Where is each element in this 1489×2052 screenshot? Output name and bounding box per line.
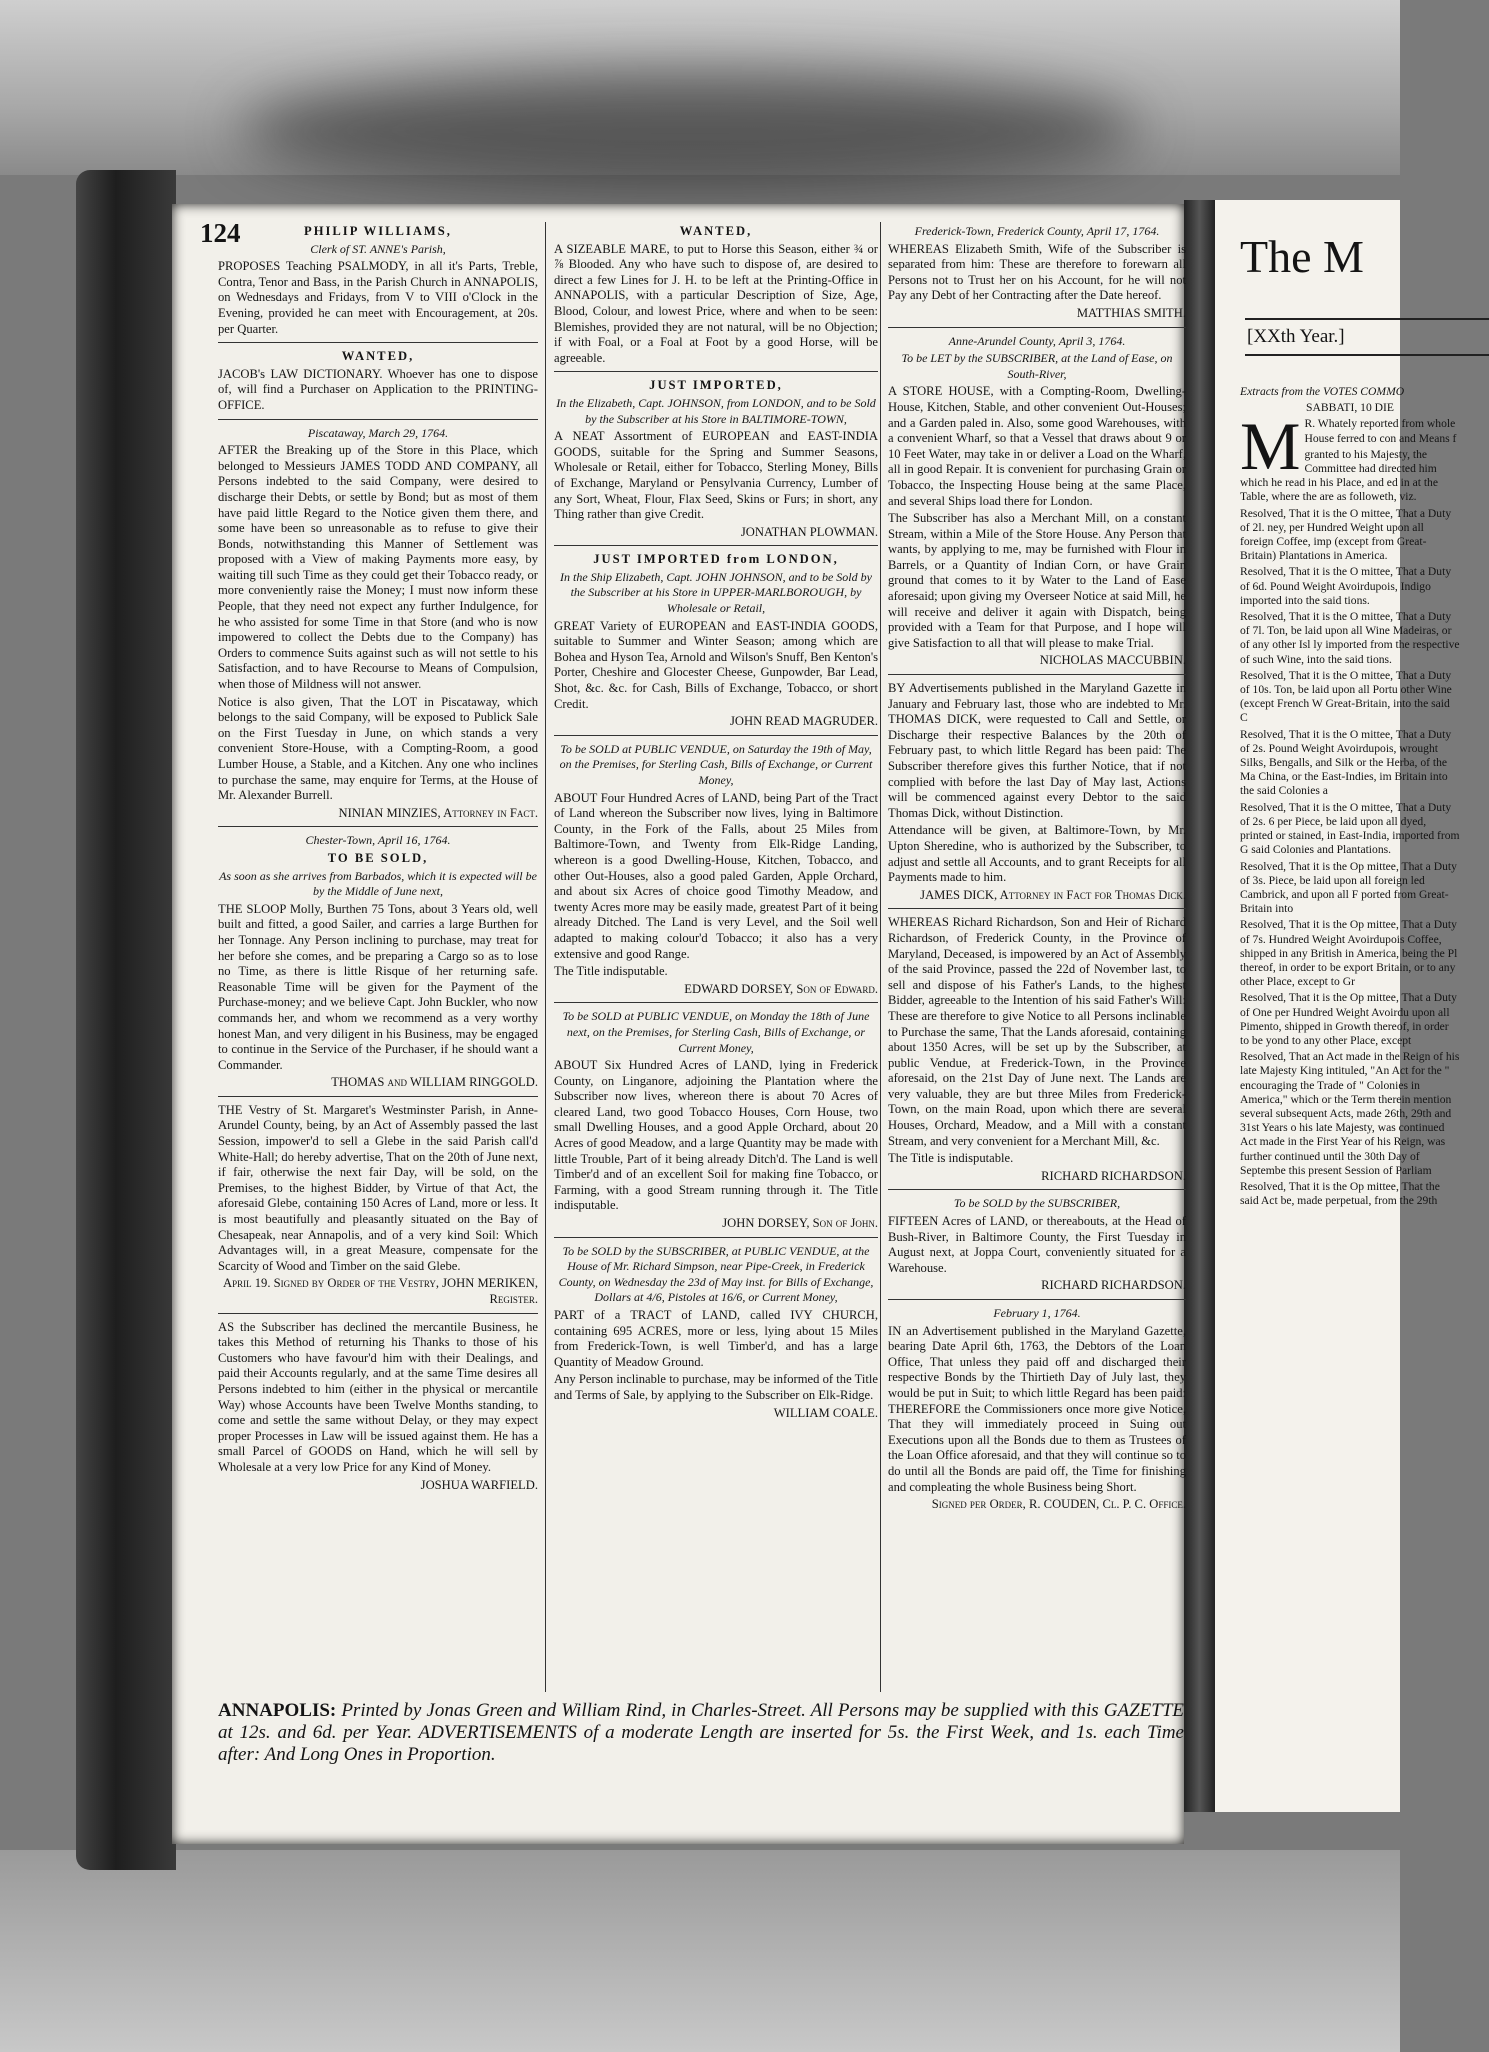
ad-heading: TO BE SOLD,: [327, 850, 429, 865]
extract-para: Resolved, That it is the O mittee, That a Duty of 6d. Pound Weight Avoirdupois, Indigo imported into the said tions.: [1240, 565, 1452, 607]
ad-body-2: Notice is also given, That the LOT in Piscataway, which belongs to the said Company, will be exposed to Publick Sale on the First Tuesday in June, on which stands a very convenient Store-House, with a Compting-Room, a good Lumber House, a Stable, and a Kitchen. Any one who inclines to purchase the same, may enquire for Terms, at the House of Mr. Alexander Burrell.: [218, 694, 538, 803]
ad-dateline: Anne-Arundel County, April 3, 1764.: [948, 333, 1126, 348]
ad-body: FIFTEEN Acres of LAND, or thereabouts, at the Head of Bush-River, in Baltimore County, the First Tuesday in August next, at Joppa Court, conveniently situated for a Warehouse.: [888, 1214, 1186, 1275]
ad-signature: THOMAS and WILLIAM RINGGOLD.: [331, 1075, 538, 1090]
ad-subheading: To be SOLD by the SUBSCRIBER, at PUBLIC VENDUE, at the House of Mr. Richard Simpson, near Pipe-Creek, in Frederick County, on Wednesday the 23d of May inst. for Bills of Exchange, Dollars at 4/6, Pistoles at 16/6, or Current Money,: [558, 1243, 874, 1305]
ad-richardson-lands: [888, 915, 1186, 1184]
ad-heading: JUST IMPORTED,: [649, 378, 783, 393]
ad-body-2: The Subscriber has also a Merchant Mill, on a constant Stream, within a Mile of the Store House. Any Person that wants, by applying to me, may be furnished with Flour in Barrels, or a Quantity of Indian Corn, or have Grain ground that comes to it by Water to the Land of Ease aforesaid; upon giving my Overseer Notice at said Mill, he will receive and deliver it again with Dispatch, being provided with a Team for that Purpose, and I hope will give Satisfaction to all that will please to make Trial.: [888, 511, 1186, 650]
ad-subheading: To be SOLD at PUBLIC VENDUE, on Saturday the 19th of May, on the Premises, for Sterling Cash, Bills of Exchange, or Current Money,: [559, 741, 873, 787]
ad-body: WHEREAS Richard Richardson, Son and Heir of Richard Richardson, of Frederick County, in the Province of Maryland, Deceased, is impowered by an Act of Assembly of the said Province, passed the 22d of November last, to sell and dispose of his Father's Lands, to the highest Bidder, agreeable to the Intention of his said Father's Will: These are therefore to give Notice to all Persons inclinable to Purchase the same, That the Lands aforesaid, containing about 1350 Acres, will be set up by the Subscriber, at public Vendue, at Frederick-Town, in the Province aforesaid, on the 21st Day of June next. The Lands are very valuable, they are but three Miles from Frederick-Town, on the main Road, upon which there are several Houses, Orchard, Meadow, and a Mill with a constant Stream, and very convenient for a Merchant Mill, &c.: [888, 915, 1186, 1148]
ad-heading: WANTED,: [679, 224, 753, 238]
ad-signature: NINIAN MINZIES, Attorney in Fact.: [338, 805, 538, 820]
page-gutter: [1184, 200, 1215, 1812]
ad-body: IN an Advertisement published in the Maryland Gazette, bearing Date April 6th, 1763, the Debtors of the Loan Office, That unless they paid off and discharged their respective Bonds by the Thirtieth Day of July last, they would be put in Suit; to which little Regard has been paid: THEREFORE the Commissioners once more give Notice, That they will immediately proceed in Suing out Executions upon all the Bonds due to them as Trustees of the Loan Office aforesaid, and that they will continue so to do until all the Bonds are paid off, the Time for finishing and compleating the whole Business being Short.: [888, 1323, 1186, 1494]
extract-para: Resolved, That it is the Op mittee, That a Duty of One per Hundred Weight Avoirdu upon all Pimento, shipped in Growth thereof, in order to be yond to any other Place, except: [1240, 991, 1457, 1047]
ad-body-2: The Title indisputable.: [554, 964, 668, 979]
ad-subheading: In the Ship Elizabeth, Capt. JOHN JOHNSON, and to be Sold by the Subscriber at his Store in UPPER-MARLBOROUGH, by Wholesale or Retail,: [560, 569, 872, 616]
ad-dateline: Piscataway, March 29, 1764.: [307, 425, 449, 440]
column-rule-2: [880, 222, 881, 1692]
extract-para: Resolved, That it is the O mittee, That a Duty of 2l. ney, per Hundred Weight upon all foreign Coffee, imp (except from Great-Britain) Plantations in America.: [1240, 506, 1452, 563]
divider: [218, 1313, 538, 1314]
ad-dateline: February 1, 1764.: [993, 1306, 1081, 1320]
ad-body-2: The Title is indisputable.: [888, 1151, 1014, 1166]
ad-matthias-smith: [888, 224, 1186, 322]
divider: [554, 1002, 878, 1003]
ad-law-dictionary: [218, 349, 538, 413]
ad-body: THE Vestry of St. Margaret's Westminster Parish, in Anne-Arundel County, being, by an Act of Assembly passed the last Session, impower'd to sell a Glebe in the said Parish call'd White-Hall; do hereby advertise, That on the 20th of June next, if fair, otherwise the next fair Day, will be sold, on the Premises, to the highest Bidder, by Virtue of that Act, the aforesaid Glebe, containing 150 Acres of Land, more or less. It is most beautifully and pleasantly situated on the Bay of Chesapeak, near Annapolis, and of a very kind Soil: Which Advantages will, in a great Measure, compensate for the Scarcity of Wood and Timber on the said Glebe.: [218, 1102, 538, 1273]
column-1: [218, 224, 538, 1498]
divider: [888, 1189, 1186, 1190]
ad-subheading: To be SOLD at PUBLIC VENDUE, on Monday the 18th of June next, on the Premises, for Sterling Cash, Bills of Exchange, or Current Money,: [562, 1009, 870, 1055]
ad-body: AS the Subscriber has declined the mercantile Business, he takes this Method of returning his Thanks to those of his Customers who have favour'd him with their Dealings, and paid their Accounts regularly, and at the same Time desires all Persons indebted to him (either in the physical or mercantile Way) whose Accounts have been Twelve Months standing, to come and settle the same without Delay, or they may expect proper Processes in Law will be issued against them. He has a small Parcel of GOODS on Hand, which he will sell by Wholesale at a very low Price for any Kind of Money.: [218, 1319, 538, 1474]
ad-signature: JONATHAN PLOWMAN.: [740, 524, 878, 539]
divider: [218, 1096, 538, 1097]
masthead-year: [XXth Year.]: [1245, 318, 1489, 356]
extract-para: Resolved, That an Act made in the Reign of his late Majesty King intituled, "An Act for the " encouraging the Trade of " Colonies in America," which or the Term therein mention several subsequent Acts, made 26th, 29th and 31st Years o his late Majesty, was continued Act made in the First Year of his Reign, was further continued until the 30th Day of Septembe this present Session of Parliam: [1240, 1050, 1460, 1177]
extract-para: Resolved, That it is the O mittee, That a Duty of 2s. 6 per Piece, be laid upon all dyed, printed or stained, in East-India, imported from G said Colonies and Plantations.: [1240, 800, 1460, 857]
ad-sloop-molly: [218, 833, 538, 1091]
ad-body-2: Any Person inclinable to purchase, may be informed of the Title and Terms of Sale, by applying to the Subscriber on Elk-Ridge.: [554, 1372, 878, 1402]
votes-extract: [1240, 385, 1460, 1210]
ad-todd-company: [218, 426, 538, 822]
extract-date: SABBATI, 10 DIE: [1306, 401, 1394, 415]
background-bottom: [0, 1850, 1400, 2052]
ad-subheading: As soon as she arrives from Barbados, which it is expected will be by the Middle of June next,: [219, 868, 537, 899]
extract-para: Resolved, That it is the Op mittee, That the said Act be, made perpetual, from the 29th: [1240, 1179, 1440, 1208]
ad-signature: RICHARD RICHARDSON.: [1041, 1168, 1186, 1183]
page-number: 124: [200, 218, 241, 248]
ad-plowman-goods: [554, 378, 878, 540]
ad-body: A STORE HOUSE, with a Compting-Room, Dwelling-House, Kitchen, Stable, and other convenient Out-Houses; and a Garden paled in. Also, some good Warehouses, with a convenient Wharf, so that a Vessel that draws about 9 or 10 Feet Water, may take in or deliver a Load on the Wharf, all in good Repair. It is convenient for purchasing Grain or Tobacco, the Inspecting House being at the same Place, and several Ships load there for London.: [888, 384, 1186, 508]
extract-para: R. Whately reported from whole House ferred to con and Means f: [1304, 417, 1457, 445]
column-rule-1: [545, 222, 546, 1692]
ad-dateline: Chester-Town, April 16, 1764.: [305, 833, 451, 848]
ad-subheading: To be LET by the SUBSCRIBER, at the Land of Ease, on South-River,: [901, 351, 1173, 381]
ad-signature: April 19. Signed by Order of the Vestry, JOHN MERIKEN, Register.: [223, 1276, 538, 1306]
ad-maccubbin-store: [888, 334, 1186, 669]
ad-signature: JOHN READ MAGRUDER.: [730, 714, 878, 729]
divider: [888, 908, 1186, 909]
extract-para: Resolved, That it is the Op mittee, That a Duty of 3s. Piece, be laid upon all foreign led Cambrick, and upon all F ported from Great-Britain into: [1240, 859, 1457, 916]
ad-heading: JUST IMPORTED from LONDON,: [593, 552, 839, 567]
divider: [888, 327, 1186, 328]
imprint-place: ANNAPOLIS:: [218, 1700, 337, 1721]
ad-body: GREAT Variety of EUROPEAN and EAST-INDIA GOODS, suitable to Summer and Winter Season; among which are Bohea and Hyson Tea, Arnold and Wilson's Snuff, Ben Kenton's Porter, Cheshire and Glocester Cheese, Gunpowder, Bar Lead, Shot, &c. &c. for Cash, Bills of Exchange, Tobacco, or short Credit.: [554, 618, 878, 711]
divider: [554, 545, 878, 546]
ad-body: THE SLOOP Molly, Burthen 75 Tons, about 3 Years old, well built and fitted, a good Sailer, and carries a large Burthen for her Tonnage. Any Person inclining to purchase, may treat for her before she comes, and be preparing a Cargo so as to lose no Time, as there is little Risque of her returning safe. Reasonable Time will be given for the Payment of the Purchase-money; and we believe Capt. John Buckler, who now commands her, and whom we recommend as a very worthy honest Man, and very diligent in his Business, may be engaged to continue in the Service of the Purchaser, if he should want a Commander.: [218, 901, 538, 1072]
ad-ivy-church: [554, 1244, 878, 1422]
ad-warfield: [218, 1320, 538, 1494]
ad-signature: JOHN DORSEY, Son of John.: [722, 1216, 878, 1231]
ad-body: ABOUT Six Hundred Acres of LAND, lying in Frederick County, on Linganore, adjoining the Plantation where the Subscriber now lives, whereon there is about 70 Acres of cleared Land, two good Tobacco Houses, Corn House, two small Dwelling Houses, and a good Apple Orchard, about 20 Acres of good Meadow, and a large Quantity may be made with little Trouble, Part of it being already Ditch'd. The Land is well Timber'd and of an excellent Soil for making fine Tobacco, or Farming, with a good Stream running through it. The Title indisputable.: [554, 1058, 878, 1213]
ad-body: WHEREAS Elizabeth Smith, Wife of the Subscriber is separated from him: These are therefore to forewarn all Persons not to Trust her on his Account, for he will not Pay any Debt of her Contracting after the Date hereof.: [888, 241, 1186, 303]
ad-body: A NEAT Assortment of EUROPEAN and EAST-INDIA GOODS, suitable for the Spring and Summer Seasons, Wholesale or Retail, either for Tobacco, Sterling Money, Bills of Exchange, Maryland or Pensylvania Currency, Lumber of any Sort, Wheat, Flour, Flax Seed, Skins or Furs; in short, any Thing rather than give Credit.: [554, 429, 878, 522]
ad-signature: JOSHUA WARFIELD.: [420, 1477, 538, 1492]
ad-signature: NICHOLAS MACCUBBIN.: [1039, 653, 1186, 668]
ad-body: PART of a TRACT of LAND, called IVY CHURCH, containing 695 ACRES, more or less, lying about 15 Miles from Frederick-Town, is well Timber'd, and has a large Quantity of Meadow Ground.: [554, 1308, 878, 1369]
ad-body: ABOUT Four Hundred Acres of LAND, being Part of the Tract of Land whereon the Subscriber now lives, lying in Baltimore County, in the Fork of the Falls, about 25 Miles from Baltimore-Town, and Twenty from Elk-Ridge Landing, whereon is a good Dwelling-House, Kitchen, Tobacco, and other Out-Houses, also a good paled Garden, Apple Orchard, and about six Acres of choice good Timothy Meadow, and twenty Acres more may be easily made, greatest Part of it being already Ditched. The Land is very Level, and the Soil well adapted to making colour'd Tobacco; it also has a very extensive and good Range.: [554, 790, 878, 961]
ad-signature: WILLIAM COALE.: [773, 1405, 878, 1420]
ad-signature: JAMES DICK, Attorney in Fact for Thomas Dick.: [920, 887, 1186, 902]
imprint-text: Printed by Jonas Green and William Rind, in Charles-Street. All Persons may be supplied with this GAZETTE at 12s. and 6d. per Year. ADVERTISEMENTS of a moderate Length are inserted for 5s. the First Week, and 1s. each Time after: And Long Ones in Proportion.: [218, 1700, 1185, 1765]
ad-subheading: In the Elizabeth, Capt. JOHNSON, from LONDON, and to be Sold by the Subscriber at his Store in BALTIMORE-TOWN,: [556, 395, 876, 426]
ad-subheading: Clerk of ST. ANNE's Parish,: [310, 241, 446, 256]
extract-para: Resolved, That it is the O mittee, That a Duty of 2s. Pound Weight Avoirdupois, wrought Silks, Bengalls, and Silk or the Herba, of the Ma China, or the East-Indies, im Britain into the said Colonies a: [1240, 727, 1452, 798]
extract-para: granted to his Majesty, the Committee had directed him which he read in his Place, and ed in at the Table, where the are as followeth, viz.: [1240, 447, 1438, 504]
divider: [888, 1299, 1186, 1300]
ad-sizeable-mare: [554, 224, 878, 366]
extract-para: Resolved, That it is the O mittee, That a Duty of 10s. Ton, be laid upon all Portu other Wine (except French W Great-Britain, into the said C: [1240, 668, 1452, 725]
divider: [554, 1237, 878, 1238]
divider: [218, 342, 538, 343]
ad-signature: EDWARD DORSEY, Son of Edward.: [684, 981, 878, 996]
extract-intro: Extracts from the VOTES COMMO: [1240, 385, 1405, 398]
divider: [218, 419, 538, 420]
ad-dateline: Frederick-Town, Frederick County, April 17, 1764.: [914, 224, 1160, 238]
divider: [888, 674, 1186, 675]
ad-loan-office: [888, 1306, 1186, 1513]
divider: [554, 735, 878, 736]
masthead-title: The M: [1240, 231, 1364, 282]
extract-para: Resolved, That it is the Op mittee, That a Duty of 7s. Hundred Weight Avoirdupois Coffee, shipped in any British in America, being the Pl thereof, in order to be export Britain, or to any other Place, except to Gr: [1240, 918, 1458, 989]
ad-body: AFTER the Breaking up of the Store in this Place, which belonged to Messieurs JAMES TODD AND COMPANY, all Persons indebted to the said Company, were desired to discharge their Debts, or settle by Bond; but as most of them have paid little Regard to the Notice given them there, and some have been so unreasonable as to refuse to give their Bonds, notwithstanding this Manner of Settlement was proposed with a View of making Payments more easy, by waiting till such Time as they could get their Tobacco ready, or more conveniently raise the Money; I must now inform these People, that they need not expect any further Indulgence, for he who assisted for some Time in that Store (and who is now impowered to collect the Debts due to the Company) has Orders to commence Suits against such as will not settle to his Satisfaction, and to have Recourse to Means of Compulsion, when those of Mildness will not answer.: [218, 443, 538, 692]
ad-psalmody: [218, 224, 538, 337]
column-3: [888, 224, 1186, 1518]
shadow: [240, 70, 1140, 190]
next-page: [1215, 200, 1460, 1812]
drop-cap: M: [1240, 408, 1301, 485]
ad-heading: WANTED,: [341, 349, 415, 364]
ad-body: PROPOSES Teaching PSALMODY, in all it's Parts, Treble, Contra, Tenor and Bass, in the Parish Church in ANNAPOLIS, on Wednesdays and Fridays, from V to VIII o'Clock in the Evening, provided he can meet with Encouragement, at 20s. per Quarter.: [218, 259, 538, 336]
column-2: [554, 224, 878, 1426]
ad-james-dick: [888, 681, 1186, 903]
ad-vestry-glebe: [218, 1103, 538, 1308]
ad-signature: Signed per Order, R. COUDEN, Cl. P. C. Office.: [931, 1497, 1186, 1512]
ad-body-2: Attendance will be given, at Baltimore-Town, by Mr. Upton Sheredine, who is authorized by the Subscriber, to adjust and settle all Accounts, and to grant Receipts for all Payments made to him.: [888, 823, 1186, 885]
ad-body: A SIZEABLE MARE, to put to Horse this Season, either ¾ or ⅞ Blooded. Any who have such to dispose of, are desired to direct a few Lines for J. H. to be left at the Printing-Office in ANNAPOLIS, with a particular Description of Size, Age, Blood, Colour, and lowest Price, where and when to be seen: Blemishes, provided they are not natural, will be no Objection; if with Foal, or a Foal at Foot by a good Horse, will be agreeable.: [554, 241, 878, 365]
ad-dorsey-john: [554, 1009, 878, 1231]
divider: [218, 826, 538, 827]
ad-subheading: To be SOLD by the SUBSCRIBER,: [953, 1196, 1121, 1211]
extract-para: Resolved, That it is the O mittee, That a Duty of 7l. Ton, be laid upon all Wine Madeiras, or of any other Isl ly imported from the respective of such Wine, into the said tions.: [1240, 610, 1460, 666]
ad-signature: RICHARD RICHARDSON.: [1041, 1278, 1186, 1293]
ad-signature: MATTHIAS SMITH.: [1076, 305, 1186, 320]
ad-heading: PHILIP WILLIAMS,: [304, 224, 452, 238]
book-spine-edge: [76, 170, 176, 1870]
imprint-footer: [218, 1700, 1184, 1766]
ad-bush-river: [888, 1196, 1186, 1294]
ad-body: JACOB's LAW DICTIONARY. Whoever has one to dispose of, will find a Purchaser on Application to the PRINTING-OFFICE.: [218, 366, 538, 412]
divider: [554, 371, 878, 372]
ad-body: BY Advertisements published in the Maryland Gazette in January and February last, those who are indebted to Mr. THOMAS DICK, were requested to Call and Settle, or Discharge their respective Balances by the 20th of February past, to which little Regard has been paid: The Subscriber therefore gives this further Notice, that if not complied with before the last Day of May last, Actions will be commenced against every Debtor to the said Thomas Dick, without Distinction.: [888, 681, 1186, 820]
ad-magruder-goods: [554, 552, 878, 730]
ad-dorsey-edward: [554, 742, 878, 998]
